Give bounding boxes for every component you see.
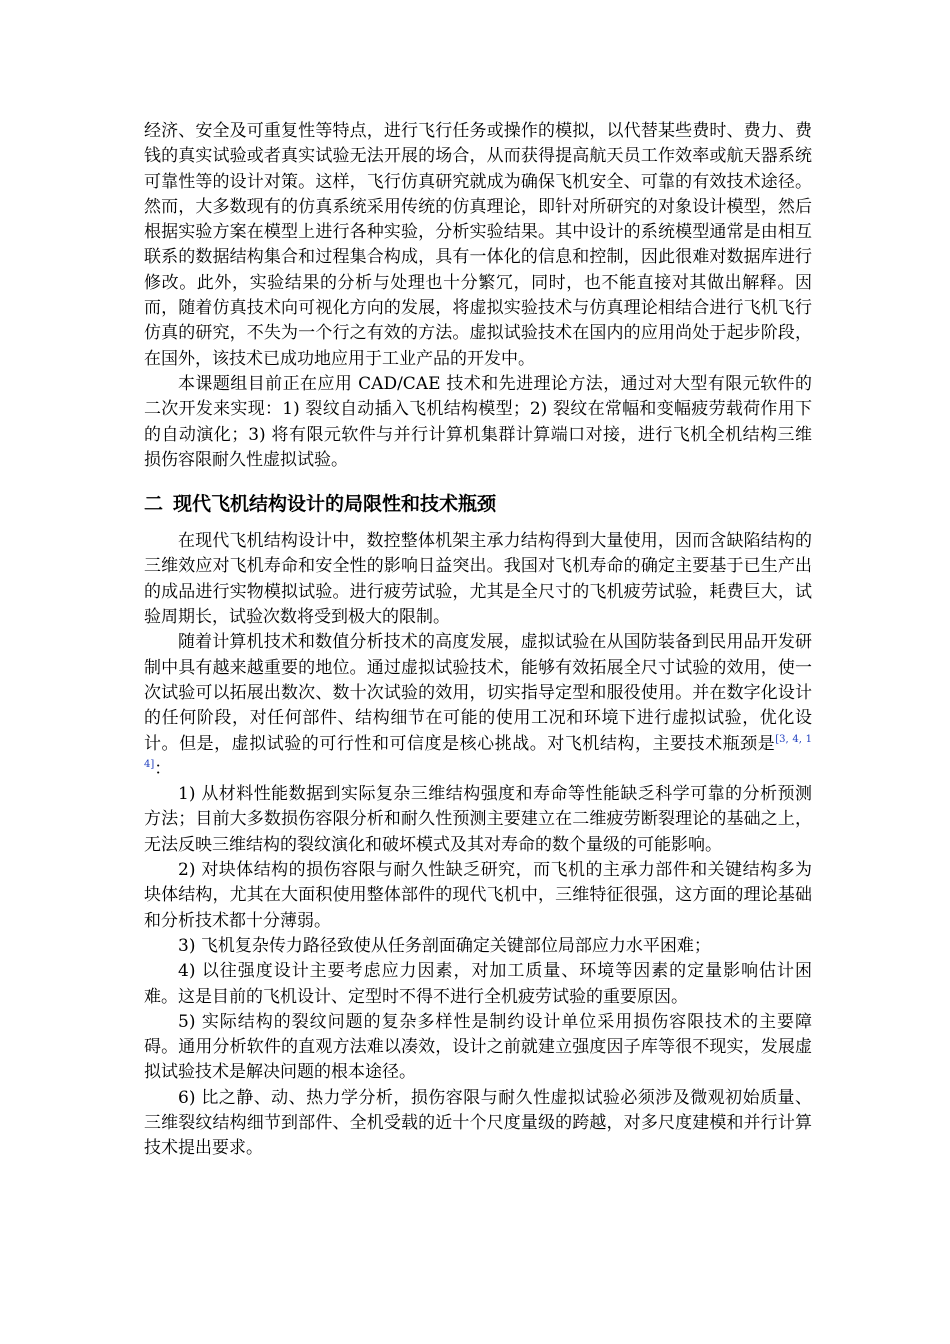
paragraph-end-punct: ： — [154, 758, 172, 779]
list-item: 2) 对块体结构的损伤容限与耐久性缺乏研究，而飞机的主承力部件和关键结构多为块体结构，尤其在大面积使用整体部件的现代飞机中，三维特征很强，这方面的理论基础和分析技术都十分薄弱。 — [144, 860, 812, 931]
list-item: 1) 从材料性能数据到实际复杂三维结构强度和寿命等性能缺乏科学可靠的分析预测方法；目前大多数损伤容限分析和耐久性预测主要建立在二维疲劳断裂理论的基础之上，无法反映三维结构的裂纹演化和破坏模式及其对寿命的数个量级的可能影响。 — [144, 784, 812, 855]
section-title: 现代飞机结构设计的局限性和技术瓶颈 — [173, 493, 497, 516]
section-heading — [144, 489, 812, 519]
body-paragraph-with-citation — [144, 630, 812, 782]
list-item: 6) 比之静、动、热力学分析，损伤容限与耐久性虚拟试验必须涉及微观初始质量、三维裂纹结构细节到部件、全机受载的近十个尺度量级的跨越，对多尺度建模和并行计算技术提出要求。 — [144, 1087, 812, 1159]
list-item: 5) 实际结构的裂纹问题的复杂多样性是制约设计单位采用损伤容限技术的主要障碍。通用分析软件的直观方法难以凑效，设计之前就建立强度因子库等很不现实，发展虚拟试验技术是解决问题的根本途径。 — [144, 1011, 812, 1083]
document-page — [144, 119, 812, 1162]
section-number: 二 — [144, 493, 164, 516]
citation-link[interactable]: [3, 4, 14] — [144, 733, 813, 770]
body-paragraph-research-group: 本课题组目前正在应用 CAD/CAE 技术和先进理论方法，通过对大型有限元软件的二次开发来实现：1) 裂纹自动插入飞机结构模型；2) 裂纹在常幅和变幅疲劳载荷作用下的自动演化；3) 将有限元软件与并行计算机集群计算端口对接，进行飞机全机结构三维损伤容限耐久性虚拟试验。 — [144, 373, 812, 470]
body-paragraph-continued: 经济、安全及可重复性等特点，进行飞行任务或操作的模拟，以代替某些费时、费力、费钱的真实试验或者真实试验无法开展的场合，从而获得提高航天员工作效率或航天器系统可靠性等的设计对策。这样，飞行仿真研究就成为确保飞机安全、可靠的有效技术途径。然而，大多数现有的仿真系统采用传统的仿真理论，即针对所研究的对象设计模型，然后根据实验方案在模型上进行各种实验，分析实验结果。其中设计的系统模型通常是由相互联系的数据结构集合和过程集合构成，具有一体化的信息和控制，因此很难对数据库进行修改。此外，实验结果的分析与处理也十分繁冗，同时，也不能直接对其做出解释。因而，随着仿真技术向可视化方向的发展，将虚拟实验技术与仿真理论相结合进行飞机飞行仿真的研究，不失为一个行之有效的方法。虚拟试验技术在国内的应用尚处于起步阶段，在国外，该技术已成功地应用于工业产品的开发中。 — [144, 121, 812, 369]
paragraph-text: 随着计算机技术和数值分析技术的高度发展，虚拟试验在从国防装备到民用品开发研制中具有越来越重要的地位。通过虚拟试验技术，能够有效拓展全尺寸试验的效用，使一次试验可以拓展出数次、数十次试验的效用，切实指导定型和服役使用。并在数字化设计的任何阶段，对任何部件、结构细节在可能的使用工况和环境下进行虚拟试验，优化设计。但是，虚拟试验的可行性和可信度是核心挑战。对飞机结构，主要技术瓶颈是 — [144, 632, 812, 754]
body-paragraph: 在现代飞机结构设计中，数控整体机架主承力结构得到大量使用，因而含缺陷结构的三维效应对飞机寿命和安全性的影响日益突出。我国对飞机寿命的确定主要基于已生产出的成品进行实物模拟试验。进行疲劳试验，尤其是全尺寸的飞机疲劳试验，耗费巨大，试验周期长，试验次数将受到极大的限制。 — [144, 531, 812, 628]
list-item: 3) 飞机复杂传力路径致使从任务剖面确定关键部位局部应力水平困难； — [178, 935, 711, 956]
list-item: 4) 以往强度设计主要考虑应力因素，对加工质量、环境等因素的定量影响估计困难。这是目前的飞机设计、定型时不得不进行全机疲劳试验的重要原因。 — [144, 961, 812, 1007]
